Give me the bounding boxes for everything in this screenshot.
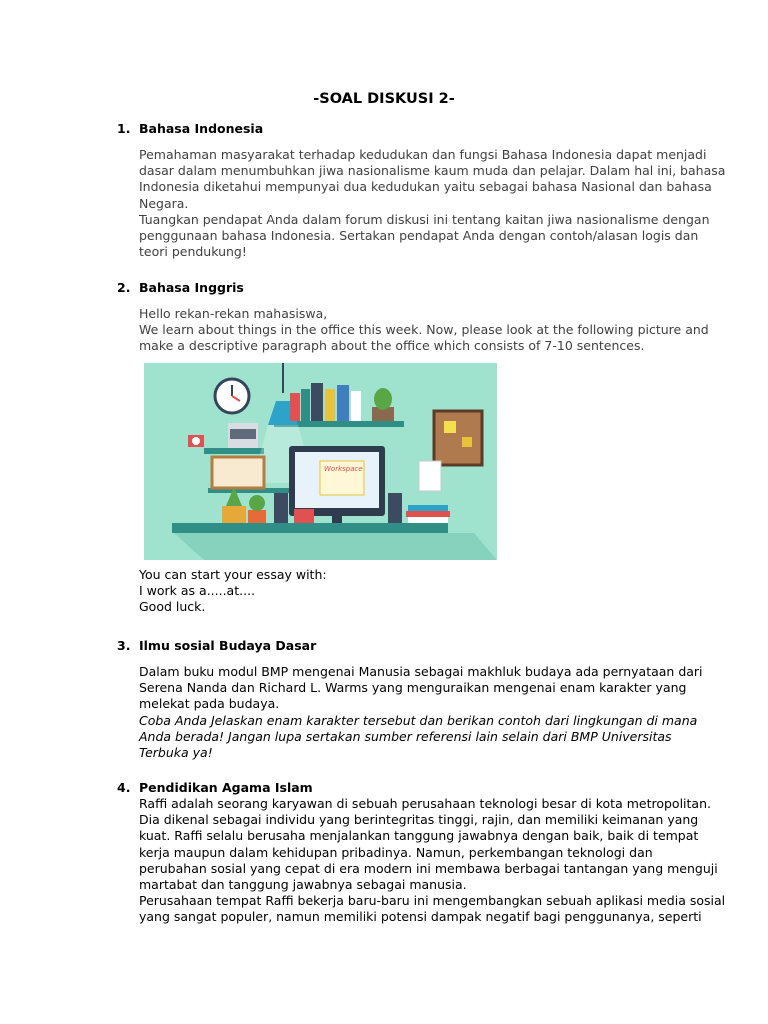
section-body-after <box>139 567 659 616</box>
section-number: 1. <box>117 121 131 136</box>
body-line: You can start your essay with: <box>139 567 327 582</box>
body-line: Raffi adalah seorang karyawan di sebuah perusahaan teknologi besar di kota metropolitan. <box>139 796 711 811</box>
section-heading: Bahasa Inggris <box>139 280 244 295</box>
body-line: Serena Nanda dan Richard L. Warms yang menguraikan mengenai enam karakter yang <box>139 680 687 696</box>
workspace-screen-label: Workspace <box>324 465 363 473</box>
section-body <box>139 664 703 761</box>
body-line: Dia dikenal sebagai individu yang berintegritas tinggi, rajin, dan memiliki keimanan yang <box>139 812 699 828</box>
body-line: dasar dalam menumbuhkan jiwa nasionalisme kaum muda dan pelajar. Dalam hal ini, bahasa <box>139 163 726 179</box>
body-line: penggunaan bahasa Indonesia. Sertakan pendapat Anda dengan contoh/alasan logis dan <box>139 228 699 244</box>
body-line: Hello rekan-rekan mahasiswa, <box>139 306 328 321</box>
body-line: Indonesia diketahui mempunyai dua kedudukan yaitu sebagai bahasa Nasional dan bahasa <box>139 179 712 195</box>
body-line: perubahan sosial yang cepat di era modern ini membawa berbagai tantangan yang menguji <box>139 860 718 876</box>
body-line: yang sangat populer, namun memiliki potensi dampak negatif bagi penggunanya, seperti <box>139 909 702 925</box>
body-line: kuat. Raffi selalu berusaha menjalankan tanggung jawabnya dengan baik, baik di tempat <box>139 828 699 844</box>
body-line: I work as a.....at.... <box>139 583 256 599</box>
section-heading: Bahasa Indonesia <box>139 121 264 136</box>
body-line: teori pendukung! <box>139 244 247 260</box>
office-workspace-illustration <box>144 363 497 560</box>
body-line: Dalam buku modul BMP mengenai Manusia sebagai makhluk budaya ada pernyataan dari <box>139 664 703 679</box>
section-number: 3. <box>117 638 131 653</box>
body-line: make a descriptive paragraph about the office which consists of 7-10 sentences. <box>139 338 645 354</box>
body-line-italic: Terbuka ya! <box>139 745 213 761</box>
body-line-italic: Coba Anda Jelaskan enam karakter tersebut dan berikan contoh dari lingkungan di mana <box>139 712 698 728</box>
section-number: 4. <box>117 780 131 795</box>
section-body <box>139 306 709 355</box>
body-line: Good luck. <box>139 599 206 615</box>
body-line: Tuangkan pendapat Anda dalam forum diskusi ini tentang kaitan jiwa nasionalisme dengan <box>139 211 710 227</box>
body-line-italic: Anda berada! Jangan lupa sertakan sumber referensi lain selain dari BMP Universitas <box>139 728 672 744</box>
section-heading: Pendidikan Agama Islam <box>139 780 313 795</box>
body-line: Perusahaan tempat Raffi bekerja baru-baru ini mengembangkan sebuah aplikasi media sosial <box>139 893 726 909</box>
body-line: We learn about things in the office this week. Now, please look at the following picture and <box>139 322 709 338</box>
body-line: melekat pada budaya. <box>139 696 280 712</box>
body-line: kerja maupun dalam kehidupan pribadinya. Namun, perkembangan teknologi dan <box>139 844 653 860</box>
section-body <box>139 147 726 260</box>
section-body <box>139 796 726 926</box>
body-line: Pemahaman masyarakat terhadap kedudukan dan fungsi Bahasa Indonesia dapat menjadi <box>139 147 707 162</box>
section-heading: Ilmu sosial Budaya Dasar <box>139 638 317 653</box>
body-line: Negara. <box>139 195 189 211</box>
section-number: 2. <box>117 280 131 295</box>
body-line: martabat dan tanggung jawabnya sebagai manusia. <box>139 877 467 893</box>
page-title: -SOAL DISKUSI 2- <box>313 91 455 107</box>
